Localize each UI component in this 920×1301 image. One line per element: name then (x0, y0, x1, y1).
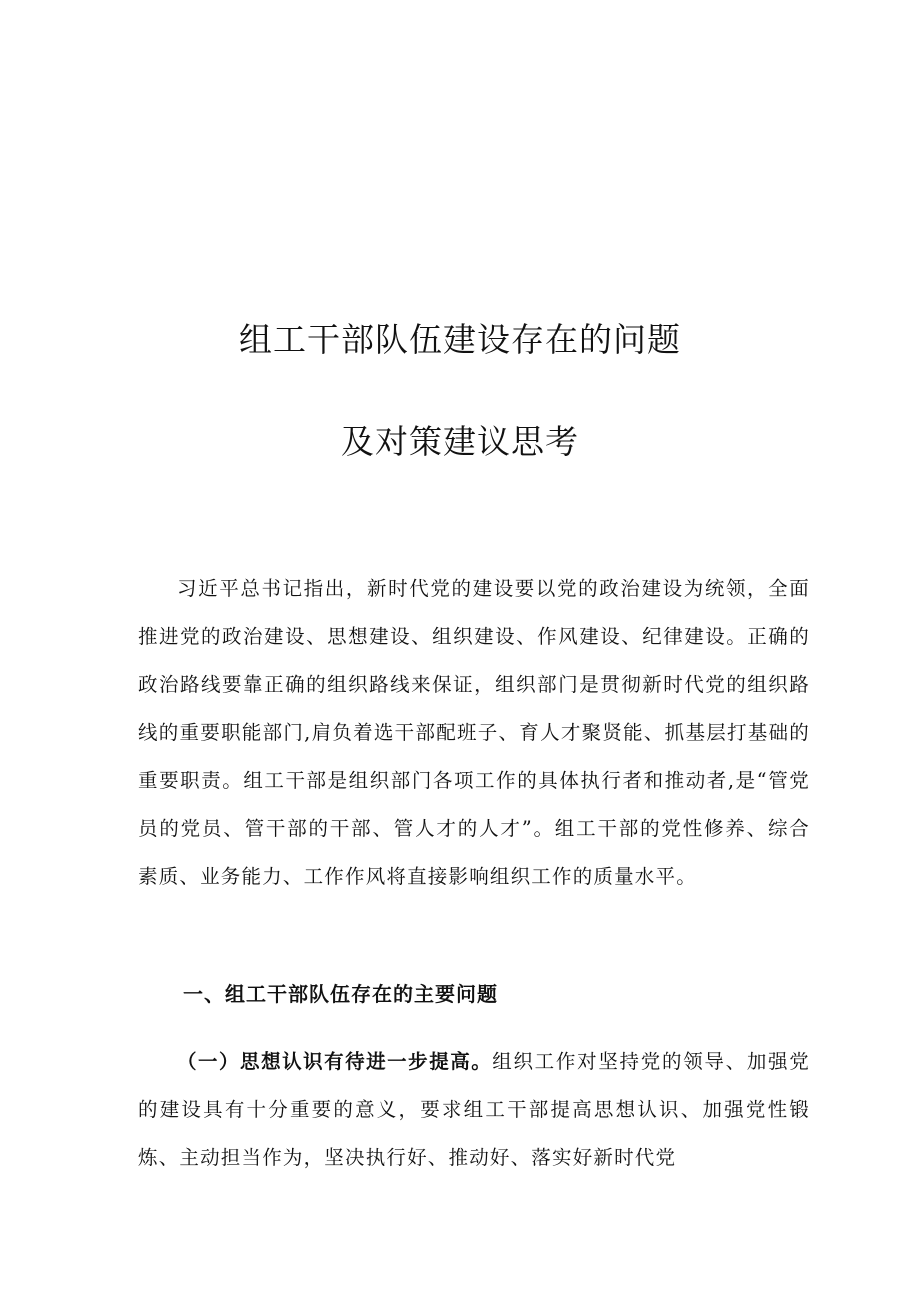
section-1-item-1-lead: （一）思想认识有待进一步提高。 (177, 1050, 493, 1073)
document-title-line-1: 组工干部队伍建设存在的问题 (239, 320, 681, 359)
section-1-heading: 一、组工干部队伍存在的主要问题 (183, 982, 498, 1006)
intro-paragraph: 习近平总书记指出，新时代党的建设要以党的政治建设为统领，全面推进党的政治建设、思想建设、组织建设、作风建设、纪律建设。正确的政治路线要靠正确的组织路线来保证，组织部门是贯彻新时代党的组织路线的重要职能部门,肩负着选干部配班子、育人才聚贤能、抓基层打基础的重要职责。组工干部是组织部门各项工作的具体执行者和推动者,是“管党员的党员、管干部的干部、管人才的人才”。组工干部的党性修养、综合素质、业务能力、工作作风将直接影响组织工作的质量水平。 (138, 577, 810, 888)
section-1-item-1-text: 组织工作对坚持党的领导、加强党的建设具有十分重要的意义，要求组工干部提高思想认识、加强党性锻炼、主动担当作为，坚决执行好、推动好、落实好新时代党 (138, 1050, 810, 1169)
section-1-item-1-paragraph (138, 1038, 810, 1182)
document-title-line-2: 及对策建议思考 (341, 422, 579, 461)
